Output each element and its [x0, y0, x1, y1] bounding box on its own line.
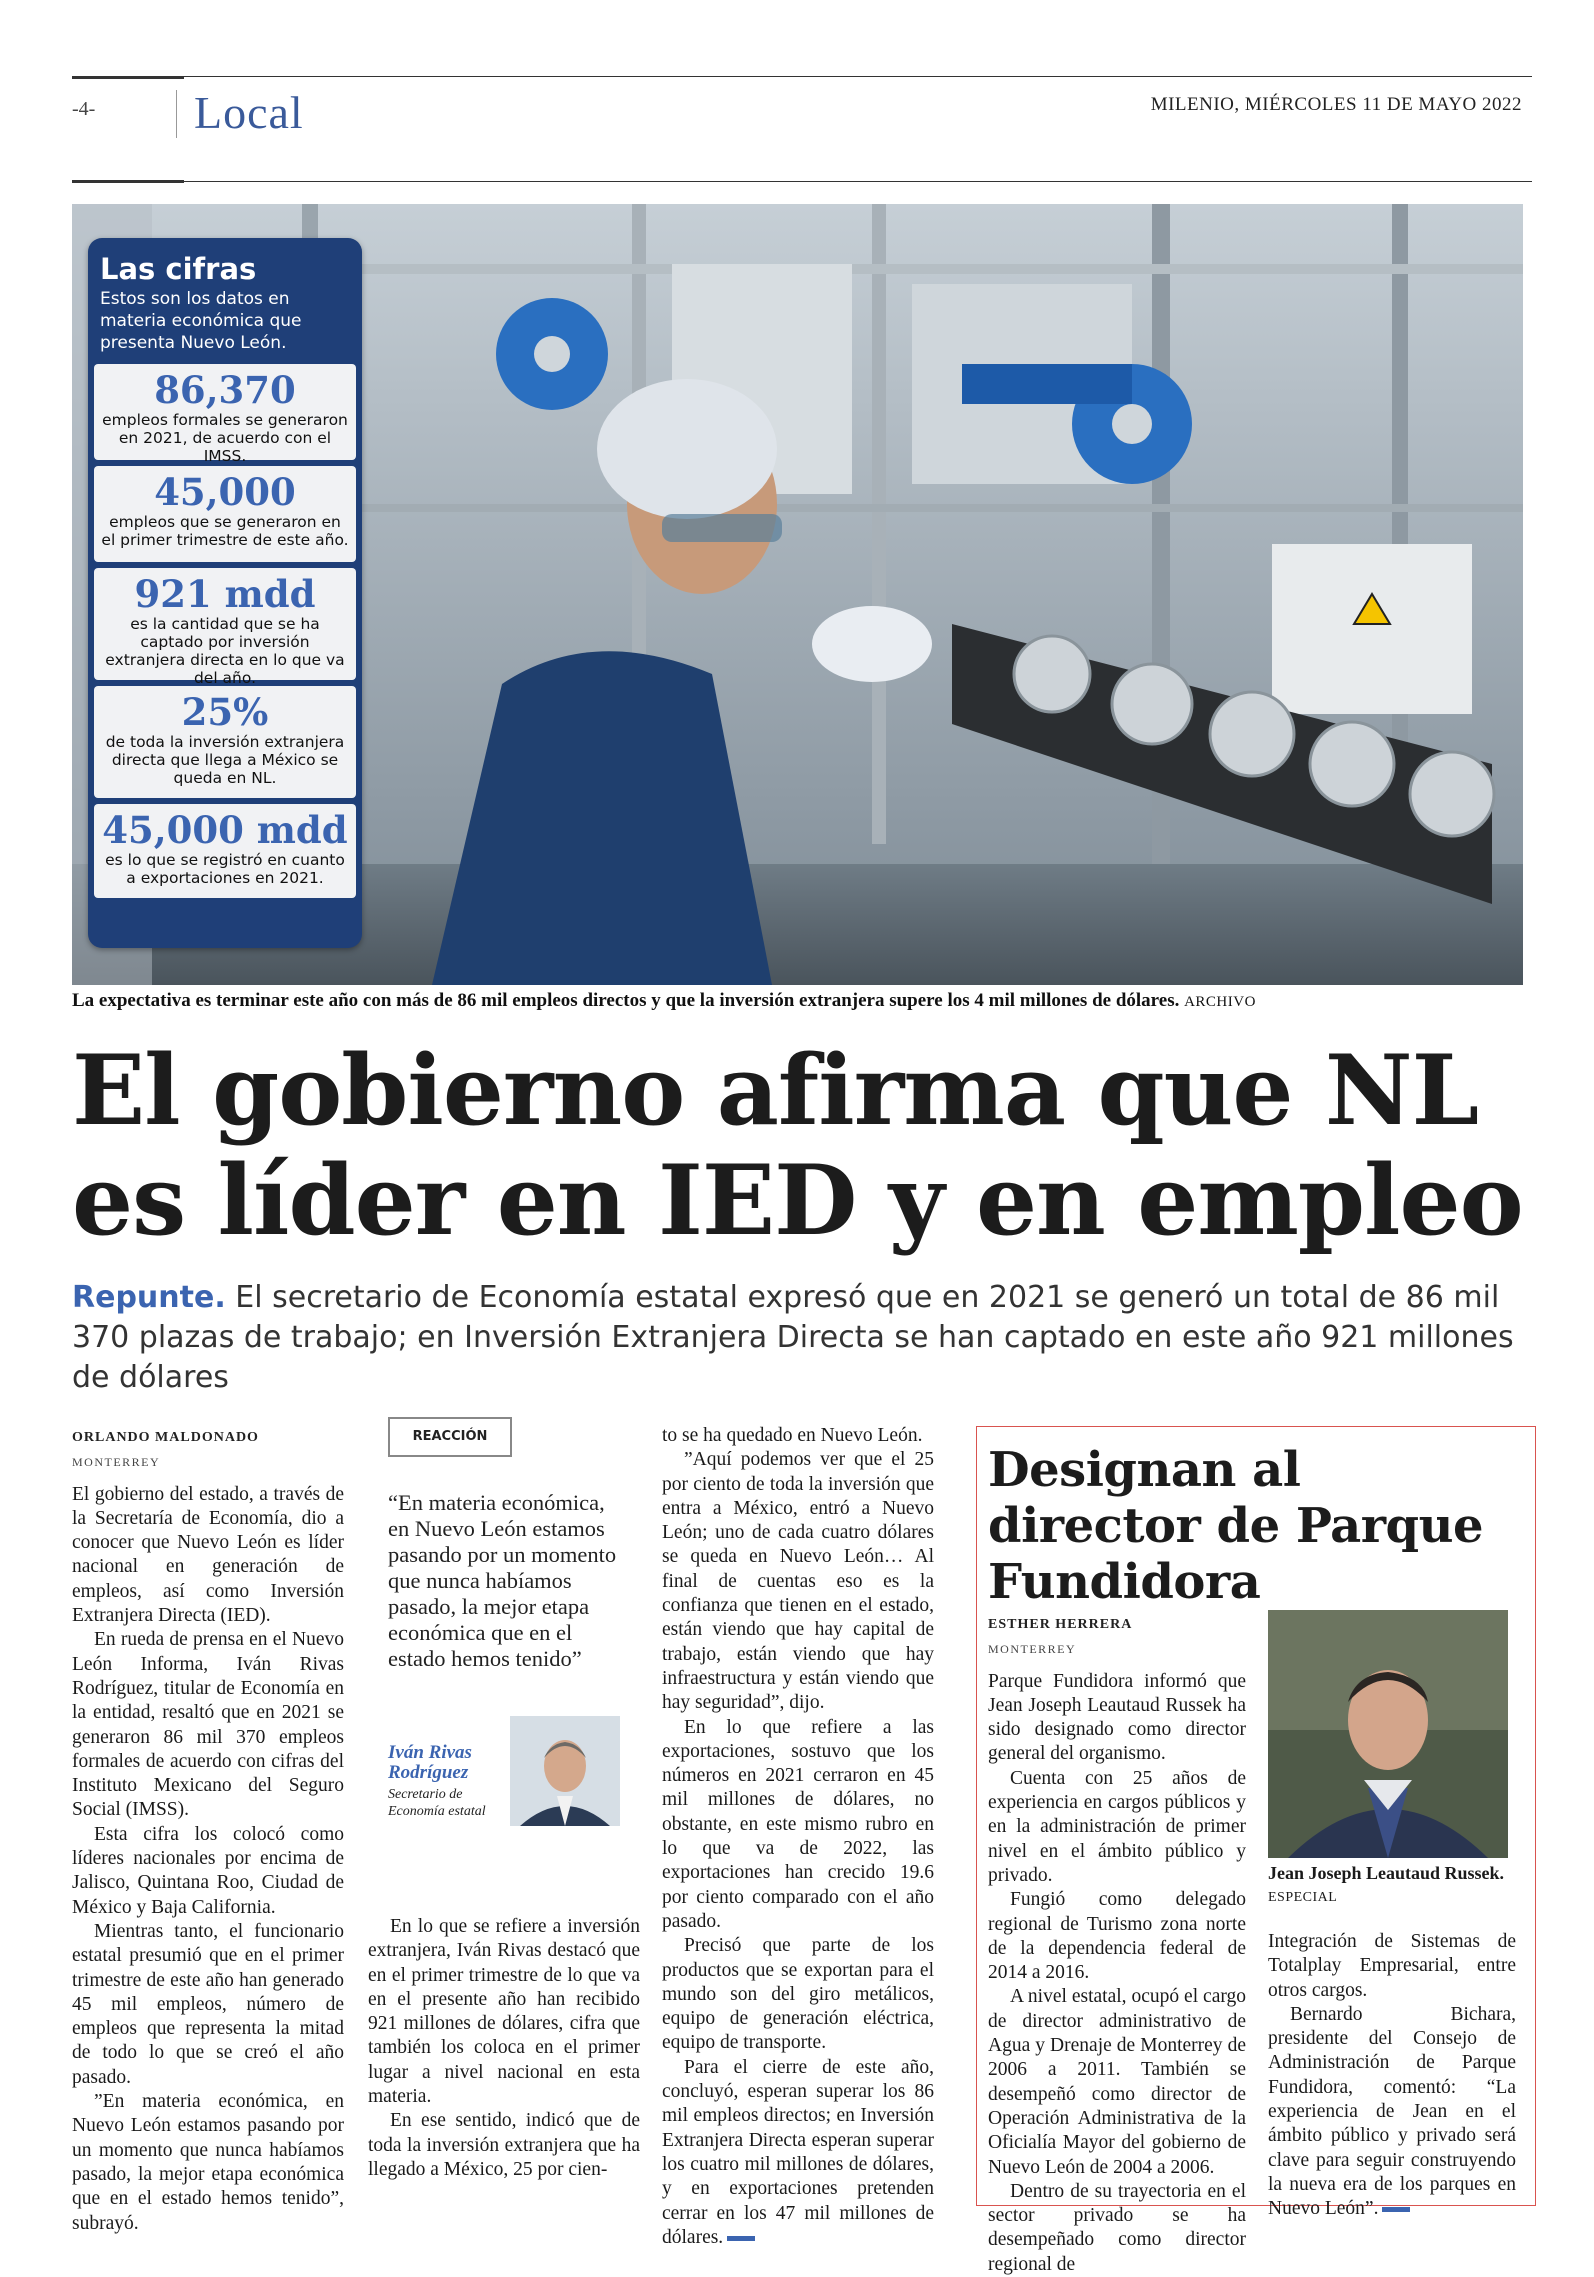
- deck: [72, 1278, 1532, 1398]
- paragraph: to se ha quedado en Nuevo León.: [662, 1425, 923, 1446]
- cifras-panel: [88, 238, 362, 948]
- reaccion-tag: REACCIÓN: [388, 1417, 512, 1457]
- stat-block: [94, 686, 356, 798]
- deck-text: El secretario de Economía estatal expresó que en 2021 se generó un total de 86 mil 370 plazas de trabajo; en Inversión Extranjera Directa se han captado en este año 921 millones de dólares: [72, 1280, 1514, 1395]
- top-rule-accent: [72, 76, 184, 79]
- director-photo-credit: ESPECIAL: [1268, 1890, 1338, 1905]
- end-mark: [1382, 2207, 1410, 2212]
- stat-value: 25%: [181, 690, 269, 734]
- article-column-1: [72, 1426, 344, 2236]
- photo-credit: ARCHIVO: [1184, 994, 1256, 1010]
- stat-text: de toda la inversión extranjera directa que llega a México se queda en NL.: [105, 733, 345, 787]
- paragraph: El gobierno del estado, a través de la Secretaría de Economía, dio a conocer que Nuevo León es líder nacional en generación de empleos, así como Inversión Extranjera Directa (IED).: [72, 1483, 344, 1627]
- director-photo-caption: [1268, 1862, 1513, 1909]
- end-mark: [727, 2236, 755, 2241]
- director-photo-art: [1268, 1610, 1508, 1858]
- paragraph: En lo que se refiere a inversión extranjera, Iván Rivas destacó que en el primer trimestre de lo que va en el presente año han recibido 921 millones de dólares, cifra que también los coloca en el primer lugar a nivel nacional en esta materia.: [368, 1916, 640, 2108]
- paragraph: Integración de Sistemas de Totalplay Empresarial, entre otros cargos.: [1268, 1931, 1516, 2001]
- stat-text: es lo que se registró en cuanto a exportaciones en 2021.: [105, 851, 345, 887]
- director-photo: [1268, 1610, 1508, 1858]
- header-divider: [176, 90, 177, 138]
- paragraph: En lo que refiere a las exportaciones, sostuvo que los números en 2021 cerraron en 45 mil millones de dólares, no obstante, en este mismo rubro en lo que va de 2022, las exportaciones han crecido 19.6 por ciento comparado con el año pasado.: [662, 1716, 934, 1932]
- paragraph: Esta cifra los colocó como líderes nacionales por encima de Jalisco, Quintana Roo, Ciudad de México y Baja California.: [72, 1823, 344, 1918]
- paragraph: A nivel estatal, ocupó el cargo de director administrativo de Agua y Drenaje de Monterrey de 2006 a 2011. También se desempeñó como director de Operación Administrativa de la Oficialía Mayor del gobierno de Nuevo León de 2004 a 2006.: [988, 1986, 1246, 2178]
- stat-block: [94, 804, 356, 898]
- paragraph: Mientras tanto, el funcionario estatal presumió que en el primer trimestre de este año han generado 45 mil empleos, número de empleos que representa la mitad de todo lo que se creó el año pasado.: [72, 1920, 344, 2088]
- stat-value: 86,370: [154, 368, 296, 412]
- paragraph-text: Bernardo Bichara, presidente del Consejo de Administración de Parque Fundidora, comentó: “La experiencia de Jean en el ámbito público y privado será clave para seguir construyendo la nueva era de los parques en Nuevo León”.: [1268, 2003, 1516, 2220]
- cifras-description: Estos son los datos en materia económica que presenta Nuevo León.: [100, 289, 302, 353]
- paragraph: Cuenta con 25 años de experiencia en cargos públicos y en la administración de primer nivel en el ámbito público y privado.: [988, 1767, 1246, 1886]
- paragraph: Parque Fundidora informó que Jean Joseph Leautaud Russek ha sido designado como director general del organismo.: [988, 1670, 1246, 1765]
- cifras-title: Las cifras: [100, 252, 257, 286]
- dateline: MILENIO, MIÉRCOLES 11 DE MAYO 2022: [1150, 94, 1522, 115]
- sidebar-column-1: [988, 1613, 1246, 2277]
- section-title: Local: [194, 87, 304, 138]
- stat-block: [94, 466, 356, 562]
- paragraph: ”Aquí podemos ver que el 25 por ciento de toda la inversión que entra a México, entró a Nuevo León; uno de cada cuatro dólares se queda en Nuevo León… Al final de cuentas eso es la confianza que tienen en el estado, están viendo que hay capital de trabajo, están viendo que hay infraestructura y están viendo que hay seguridad”, dijo.: [662, 1449, 934, 1714]
- paragraph: ”En materia económica, en Nuevo León estamos pasando por un momento que nunca habíamos pasado, la mejor etapa económica que en el estado hemos tenido”, subrayó.: [72, 2091, 344, 2234]
- byline: ORLANDO MALDONADO: [72, 1430, 259, 1445]
- paragraph: [662, 2056, 934, 2250]
- deck-lead: Repunte.: [72, 1280, 226, 1315]
- paragraph: En ese sentido, indicó que de toda la inversión extranjera que ha llegado a México, 25 por cien-: [368, 2110, 640, 2180]
- page-number: -4-: [72, 98, 96, 120]
- stat-text: empleos que se generaron en el primer trimestre de este año.: [101, 513, 349, 549]
- sidebar-column-2: [1268, 1930, 1516, 2222]
- author-portrait: [510, 1716, 620, 1826]
- quote-author: Iván Rivas Rodríguez: [388, 1742, 472, 1783]
- stat-value: 45,000: [154, 470, 296, 514]
- headline: El gobierno afirma que NL es líder en IED y en empleo: [72, 1034, 1523, 1257]
- sidebar-byline-city: MONTERREY: [988, 1642, 1077, 1657]
- cifras-header: [88, 238, 362, 364]
- stat-text: es la cantidad que se ha captado por inversión extranjera directa en lo que va del año.: [105, 615, 345, 687]
- header-bottom-accent: [72, 180, 184, 183]
- sidebar-headline: Designan al director de Parque Fundidora: [988, 1442, 1484, 1610]
- header-bottom-rule: [72, 181, 1532, 182]
- byline-city: MONTERREY: [72, 1455, 161, 1470]
- paragraph-text: Para el cierre de este año, concluyó, esperan superar los 86 mil empleos directos; en Inversión Extranjera Directa esperan superar los cuatro mil millones de dólares, y en exportaciones pretenden cerrar en los 47 mil millones de dólares.: [662, 2056, 934, 2248]
- paragraph: Dentro de su trayectoria en el sector privado se ha desempeñado como director regional de: [988, 2180, 1246, 2275]
- paragraph: En rueda de prensa en el Nuevo León Informa, Iván Rivas Rodríguez, titular de Economía en la entidad, resaltó que en 2021 se generaron 86 mil 370 empleos formales de acuerdo con cifras del Instituto Mexicano del Seguro Social (IMSS).: [72, 1629, 344, 1821]
- stat-value: 921 mdd: [134, 572, 316, 616]
- quote-author-role: Secretario de Economía estatal: [388, 1787, 486, 1819]
- paragraph: Precisó que parte de los productos que se exportan para el mundo son del giro metálicos, equipo de generación eléctrica, equipo de transporte.: [662, 1935, 934, 2054]
- stat-block: [94, 568, 356, 687]
- top-rule: [72, 76, 1532, 77]
- stat-value: 45,000 mdd: [102, 808, 348, 852]
- paragraph: [1268, 2003, 1516, 2222]
- article-column-2: [368, 1915, 640, 2182]
- paragraph: Fungió como delegado regional de Turismo zona norte de la dependencia federal de 2014 a 2016.: [988, 1889, 1246, 1984]
- article-column-3: [662, 1424, 934, 2250]
- director-caption-text: Jean Joseph Leautaud Russek.: [1268, 1863, 1505, 1883]
- stat-text: empleos formales se generaron en 2021, de acuerdo con el IMSS.: [102, 411, 348, 465]
- pull-quote: “En materia económica, en Nuevo León estamos pasando por un momento que nunca habíamos pasado, la mejor etapa económica que en el estado hemos tenido”: [388, 1490, 617, 1671]
- photo-caption: [72, 990, 1256, 1012]
- author-portrait-art: [510, 1716, 620, 1826]
- sidebar-byline: ESTHER HERRERA: [988, 1617, 1133, 1632]
- stat-block: [94, 364, 356, 465]
- photo-caption-text: La expectativa es terminar este año con más de 86 mil empleos directos y que la inversión extranjera supere los 4 mil millones de dólares.: [72, 990, 1180, 1011]
